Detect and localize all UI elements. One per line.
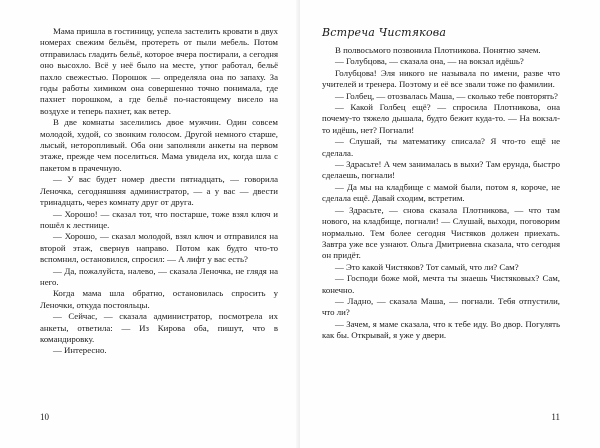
right-page-text	[322, 45, 560, 342]
paragraph: — Голубцова, — сказала она, — на вокзал идёшь?	[335, 56, 524, 67]
paragraph: — Здрасьте! А чем занималась в выхи? Там ерунда, быстро сделаешь, погнали!	[322, 159, 560, 181]
paragraph: Мама пришла в гостиницу, успела застелить кровати в двух номерах свежим бельём, протереть от пыли мебель. Потом отправилась гладить бельё, которое вчера постирали, а сегодня оно высохло. Всё у неё было на месте, утюг работал, бельё пахло свежестью. Порошок — определяла она по запаху. За годы работы химиком она совершенно точно понимала, где пахнет порошком, а где бельё по-настоящему висело на воздухе и теперь пахнет, как ветер.	[40, 26, 278, 116]
paragraph: — У вас будет номер двести пятнадцать, — говорила Леночка, сегодняшняя администратор, — а у вас — двести тринадцать, через комнату друг от друга.	[40, 174, 278, 208]
page-number: 10	[40, 412, 49, 422]
paragraph: — Господи боже мой, мечта ты знаешь Чистяковых? Сам, конечно.	[322, 273, 560, 295]
page-number: 11	[551, 412, 560, 422]
paragraph: — Ладно, — сказала Маша, — погнали. Тебя отпустили, что ли?	[322, 295, 560, 318]
paragraph: — Сейчас, — сказала администратор, посмотрела их анкеты, ответила: — Из Кирова оба, пишут, что в командировку.	[40, 311, 278, 344]
paragraph: — Слушай, ты математику списала? Я что-то ещё не сделала.	[322, 136, 560, 158]
right-page	[300, 0, 600, 448]
paragraph: В две комнаты заселились двое мужчин. Один совсем молодой, худой, со звонким голосом. Другой немного старше, лысый, неторопливый. Оба они заполняли анкеты на первом этаже, прежде чем поселиться. Мама увидела их, когда шла с пакетом в прачечную.	[40, 117, 278, 173]
left-page-text	[40, 26, 278, 357]
paragraph: — Да, пожалуйста, налево, — сказала Леночка, не глядя на него.	[40, 265, 278, 287]
paragraph: — Зачем, я маме сказала, что к тебе иду. Во двор. Погулять как бы. Открывай, я уже у двери.	[322, 318, 560, 341]
paragraph: — Это какой Чистяков? Тот самый, что ли? Сам?	[335, 261, 519, 272]
paragraph: — Голбец, — отозвалась Маша, — сколько тебе повторять?	[335, 90, 558, 101]
paragraph: — Хорошо! — сказал тот, что постарше, тоже взял ключ и пошёл к лестнице.	[40, 208, 278, 230]
paragraph: Голубцова! Эля никого не называла по имени, разве что учителей и тренера. Поэтому и её все звали тоже по фамилии.	[322, 67, 560, 90]
paragraph: — Здрасьте, — снова сказала Плотникова, — что там нового, на кладбище, погнали! — Слушай, выходи, поговорим нормально. Тем более сегодня Чистяков должен приехать. Завтра уже все узнают. Ольга Дмитриевна сказала, что сегодня он придёт.	[322, 204, 560, 261]
paragraph: Когда мама шла обратно, остановилась спросить у Леночки, откуда постояльцы.	[40, 288, 278, 310]
paragraph: — Хорошо, — сказал молодой, взял ключ и отправился на второй этаж, свернув направо. Потом как будто что-то вспомнил, остановился, спросил: — А лифт у вас есть?	[40, 231, 278, 265]
paragraph: В полвосьмого позвонила Плотникова. Понятно зачем.	[335, 45, 541, 55]
chapter-heading: Встреча Чистякова	[322, 26, 447, 39]
paragraph: — Интересно.	[53, 345, 107, 356]
paragraph: — Да мы на кладбище с мамой были, потом я, короче, не сделала ещё. Давай сходим, встретим.	[322, 181, 560, 204]
paragraph: — Какой Голбец ещё? — спросила Плотникова, она почему-то тяжело дышала, будто бежит куда-то. — На вокзал-то идёшь, нет? Погнали!	[322, 102, 560, 135]
